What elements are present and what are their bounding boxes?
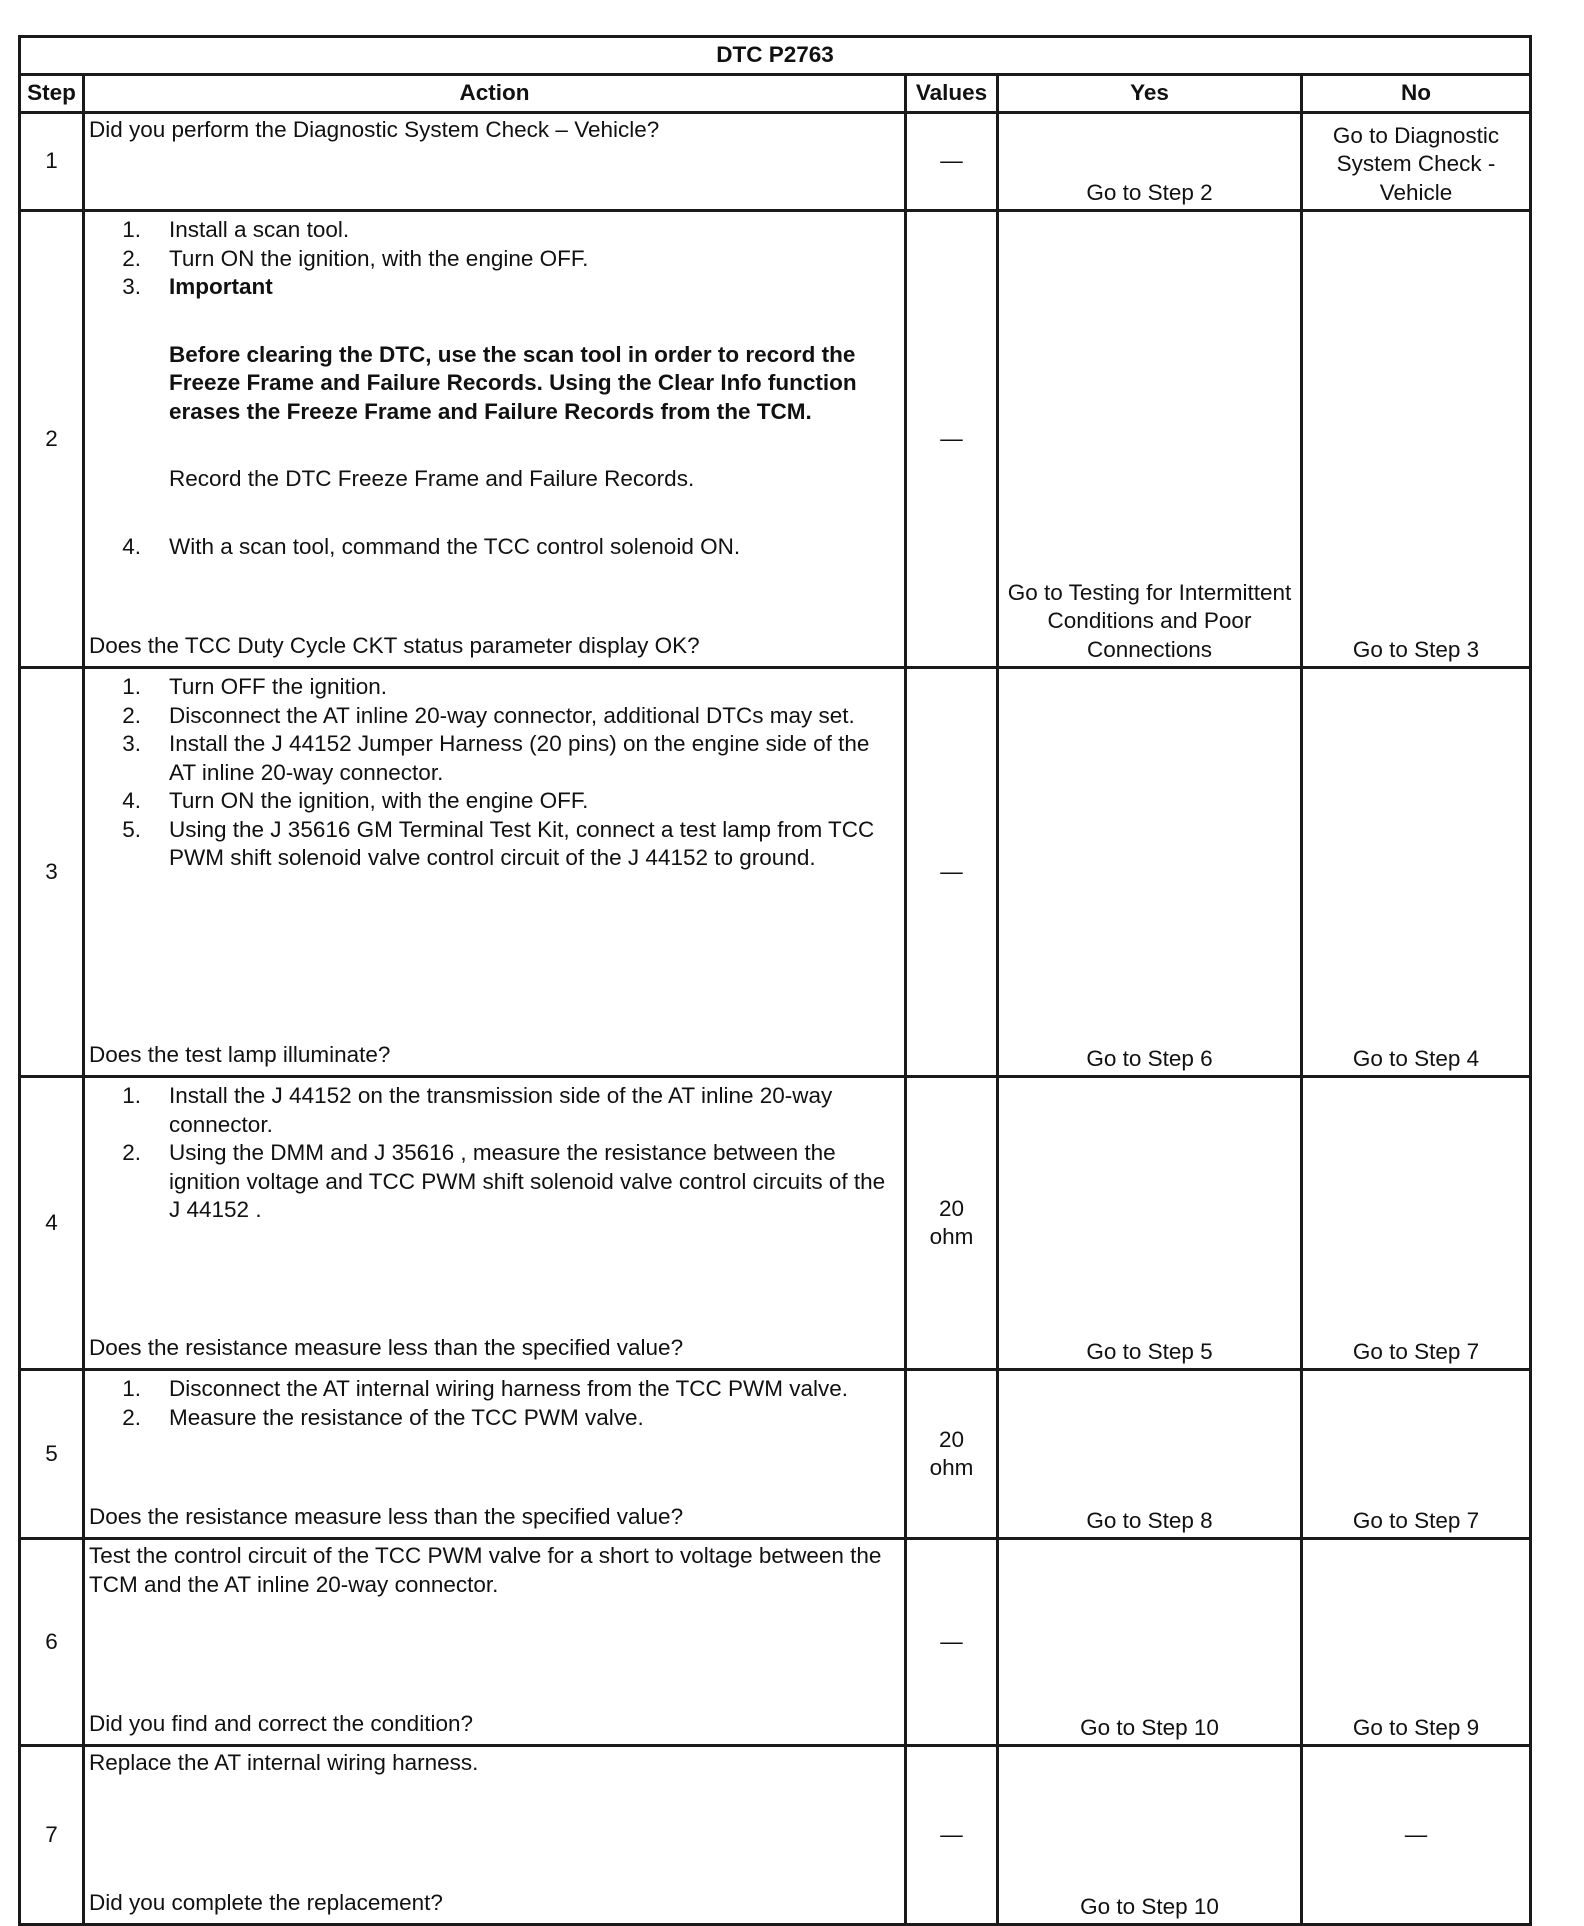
header-step: Step [20, 75, 84, 113]
step-number: 3 [20, 668, 84, 1077]
header-no: No [1302, 75, 1531, 113]
step-number: 1 [20, 113, 84, 211]
important-note: Before clearing the DTC, use the scan tool in order to record the Freeze Frame and Failure Records. Using the Clear Info function erases the Freeze Frame and Failure Records from the TCM. [169, 341, 857, 424]
action-cell [84, 668, 906, 1077]
diagnostic-table [18, 35, 1532, 1926]
step-number: 2 [20, 211, 84, 668]
list-item: 3. Install the J 44152 Jumper Harness (20 pins) on the engine side of the AT inline 20-way connector. [122, 731, 870, 785]
action-question: Did you find and correct the condition? [89, 1710, 473, 1736]
header-action: Action [84, 75, 906, 113]
table-row [20, 668, 1531, 1077]
table-title: DTC P2763 [20, 37, 1531, 75]
no-cell: Go to Step 9 [1302, 1539, 1531, 1746]
action-text: Replace the AT internal wiring harness. [89, 1750, 479, 1775]
value-cell: 20 ohm [906, 1077, 998, 1370]
table-row [20, 1370, 1531, 1539]
action-cell [84, 211, 906, 668]
action-text: Test the control circuit of the TCC PWM valve for a short to voltage between the TCM and the AT inline 20-way connector. [89, 1543, 882, 1597]
table-row [20, 1746, 1531, 1925]
no-cell: Go to Step 7 [1302, 1077, 1531, 1370]
list-item: 2. Measure the resistance of the TCC PWM valve. [122, 1404, 644, 1430]
list-item: 5. Using the J 35616 GM Terminal Test Kit, connect a test lamp from TCC PWM shift solenoid valve control circuit of the J 44152 to ground. [122, 816, 875, 870]
yes-cell: Go to Step 8 [998, 1370, 1302, 1539]
list-item: 2. Using the DMM and J 35616 , measure the resistance between the ignition voltage and TCC PWM shift solenoid valve control circuits of the J 44152 . [122, 1140, 886, 1222]
yes-cell: Go to Testing for Intermittent Conditions and Poor Connections [998, 211, 1302, 668]
yes-cell: Go to Step 2 [998, 113, 1302, 211]
step-number: 5 [20, 1370, 84, 1539]
step-number: 7 [20, 1746, 84, 1925]
step-number: 4 [20, 1077, 84, 1370]
header-values: Values [906, 75, 998, 113]
no-cell: — [1302, 1746, 1531, 1925]
action-question: Does the TCC Duty Cycle CKT status parameter display OK? [89, 632, 700, 658]
value-cell: — [906, 113, 998, 211]
no-cell: Go to Diagnostic System Check - Vehicle [1302, 113, 1531, 211]
action-steps [89, 673, 900, 873]
action-steps [89, 1375, 900, 1432]
value-cell: — [906, 668, 998, 1077]
yes-cell: Go to Step 6 [998, 668, 1302, 1077]
action-question: Does the resistance measure less than the specified value? [89, 1503, 684, 1529]
action-question: Does the test lamp illuminate? [89, 1041, 391, 1067]
list-item: 1. Turn OFF the ignition. [122, 674, 388, 699]
table-row [20, 1077, 1531, 1370]
action-text: Did you perform the Diagnostic System Check – Vehicle? [89, 117, 660, 142]
header-yes: Yes [998, 75, 1302, 113]
yes-cell: Go to Step 5 [998, 1077, 1302, 1370]
action-steps [89, 216, 900, 302]
list-item: 1. Disconnect the AT internal wiring harness from the TCC PWM valve. [122, 1376, 849, 1401]
action-steps-continued [89, 533, 900, 562]
record-instruction: Record the DTC Freeze Frame and Failure Records. [169, 466, 695, 491]
action-steps [89, 1082, 900, 1225]
table-row [20, 211, 1531, 668]
table-row [20, 1539, 1531, 1746]
list-item: 4. Turn ON the ignition, with the engine OFF. [122, 788, 589, 813]
table-row [20, 113, 1531, 211]
list-item: 4. With a scan tool, command the TCC control solenoid ON. [122, 533, 741, 559]
no-cell: Go to Step 4 [1302, 668, 1531, 1077]
list-item: 1. Install the J 44152 on the transmission side of the AT inline 20-way connector. [122, 1083, 833, 1137]
value-cell: 20 ohm [906, 1370, 998, 1539]
value-cell: — [906, 211, 998, 668]
action-cell [84, 1746, 906, 1925]
action-cell [84, 1077, 906, 1370]
value-cell: — [906, 1746, 998, 1925]
value-cell: — [906, 1539, 998, 1746]
action-cell [84, 113, 906, 211]
list-item: 1. Install a scan tool. [122, 217, 350, 242]
yes-cell: Go to Step 10 [998, 1746, 1302, 1925]
list-item: 2. Turn ON the ignition, with the engine OFF. [122, 245, 589, 271]
action-cell [84, 1539, 906, 1746]
action-question: Did you complete the replacement? [89, 1889, 443, 1915]
list-item: 2. Disconnect the AT inline 20-way connector, additional DTCs may set. [122, 702, 855, 728]
yes-cell: Go to Step 10 [998, 1539, 1302, 1746]
action-cell [84, 1370, 906, 1539]
no-cell: Go to Step 3 [1302, 211, 1531, 668]
action-question: Does the resistance measure less than the specified value? [89, 1334, 684, 1360]
list-item: 3. Important [122, 274, 273, 299]
step-number: 6 [20, 1539, 84, 1746]
no-cell: Go to Step 7 [1302, 1370, 1531, 1539]
